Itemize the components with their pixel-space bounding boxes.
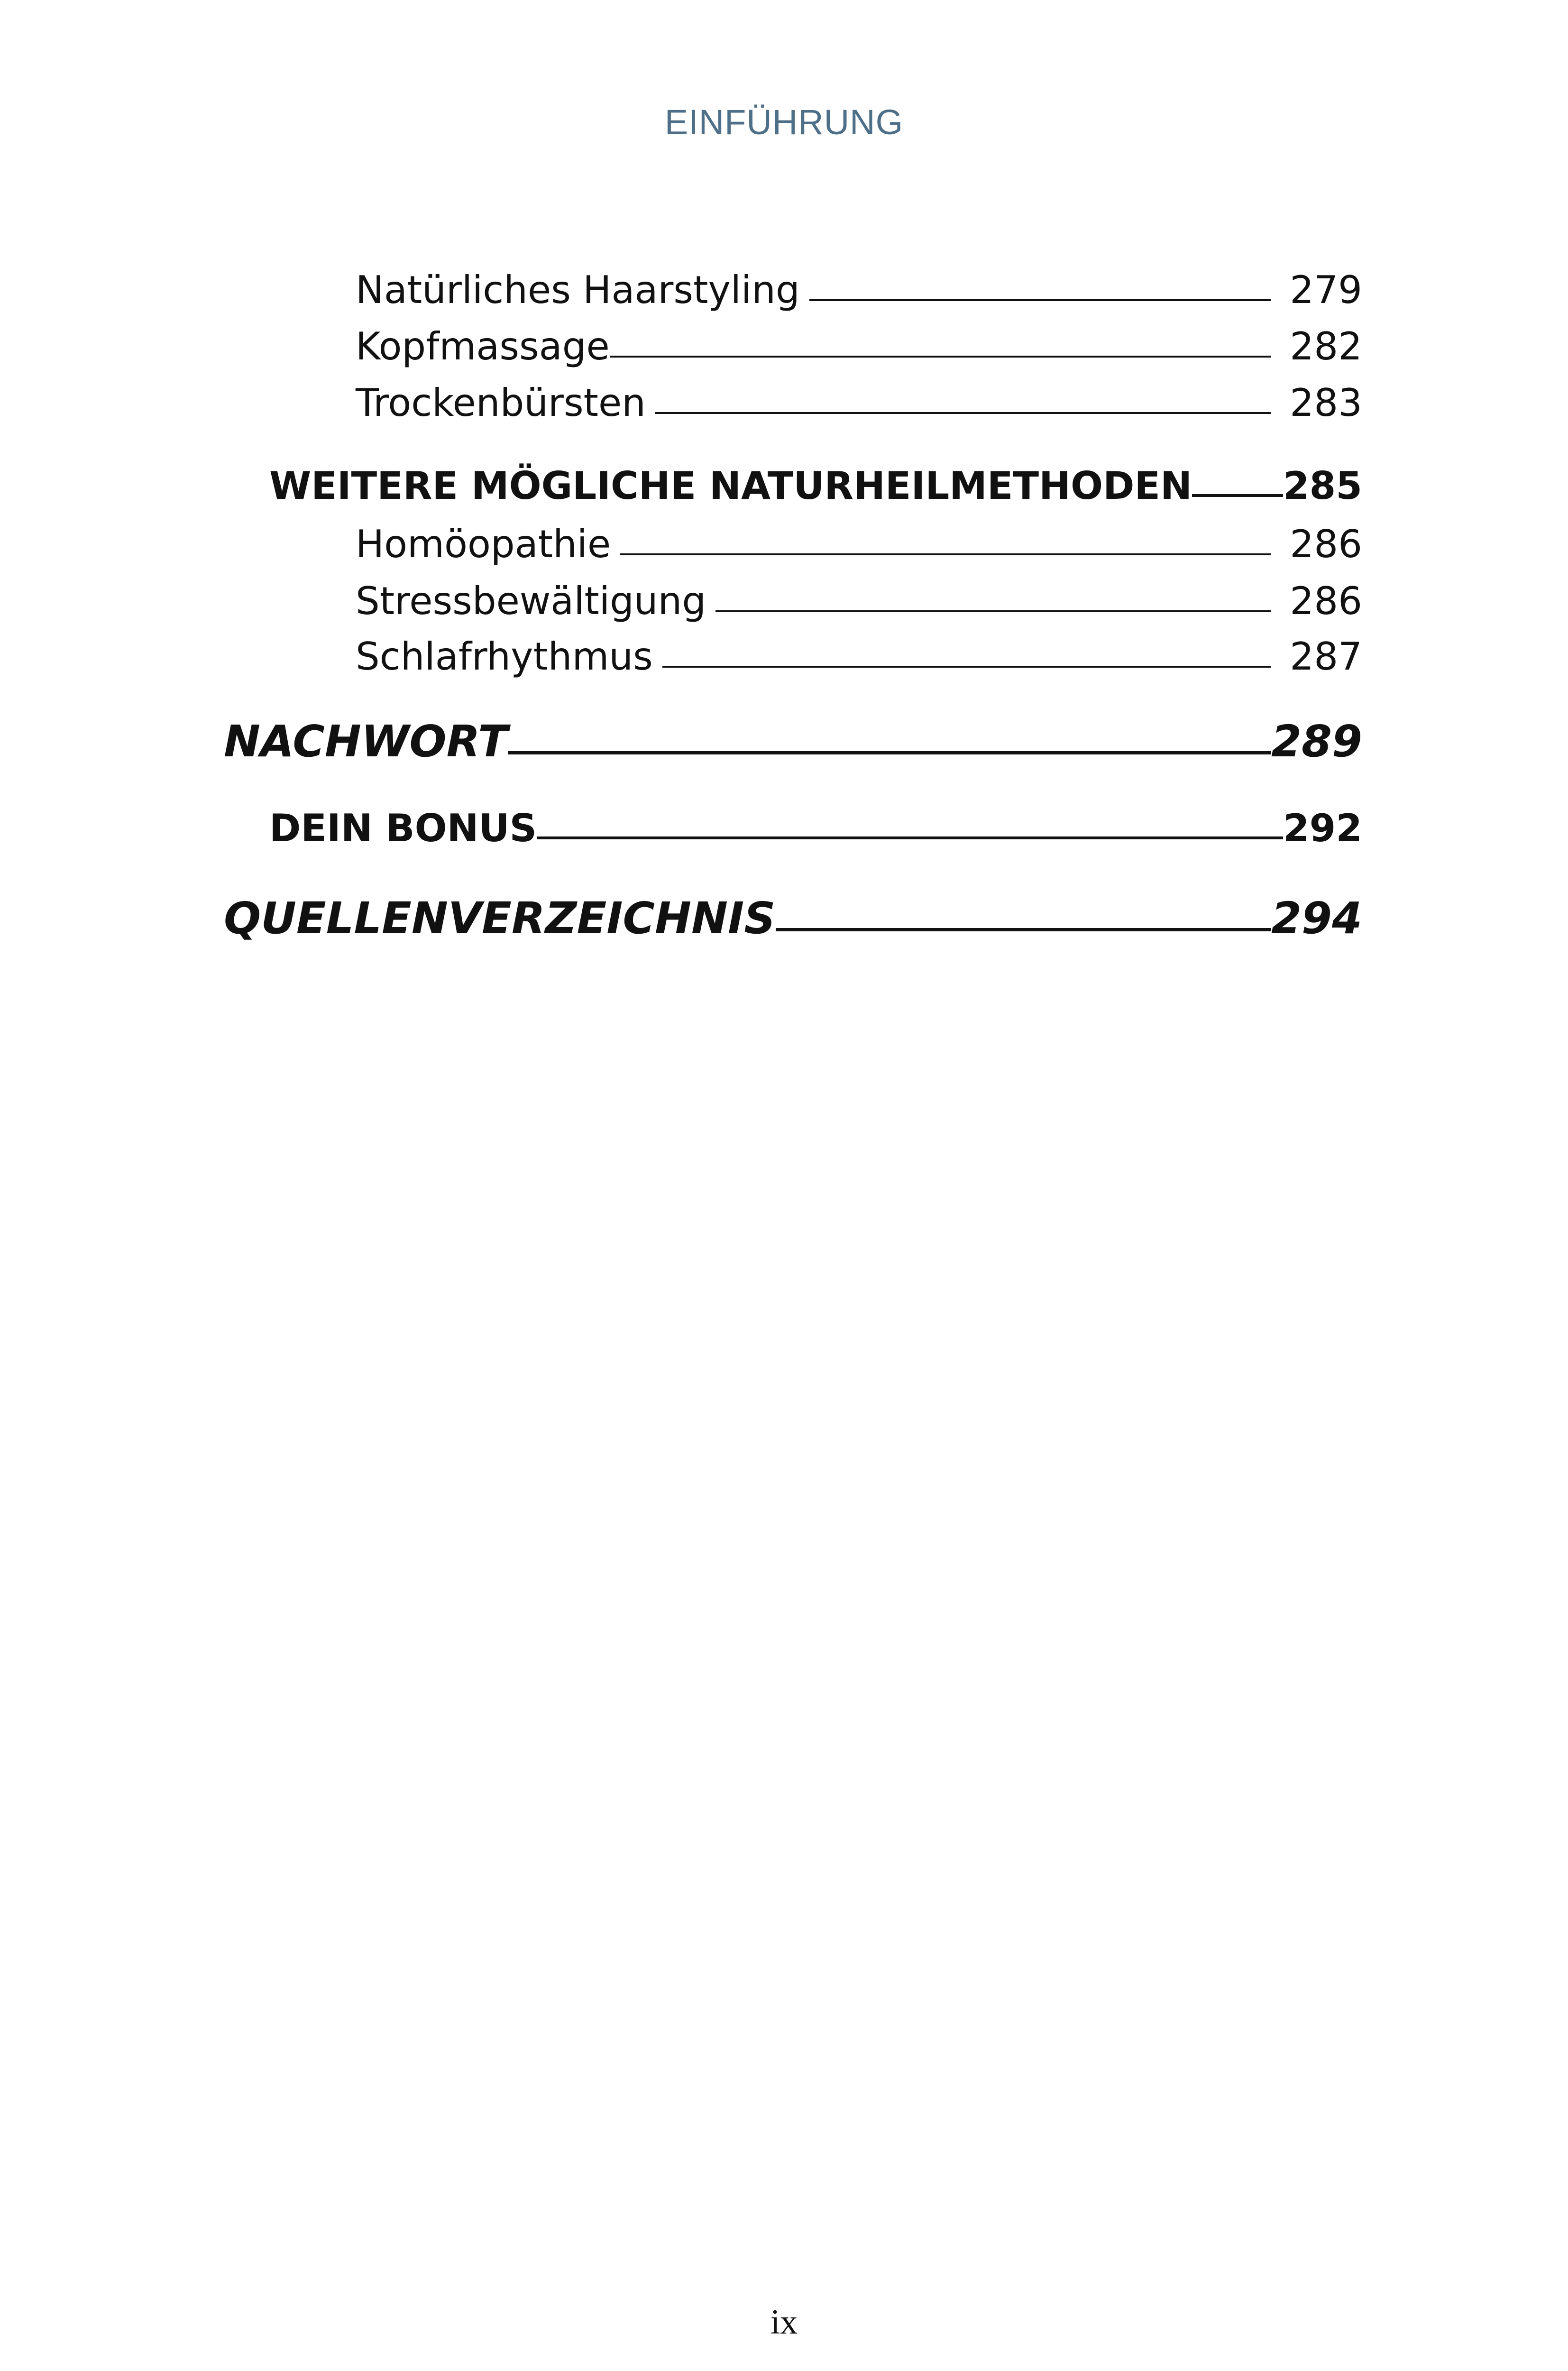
toc-entry-page: 282 bbox=[1290, 324, 1362, 368]
toc-leader-line bbox=[620, 553, 1271, 555]
toc-entry[interactable] bbox=[224, 716, 1362, 767]
toc-entry-title: DEIN BONUS bbox=[269, 806, 537, 850]
toc-entry-page: 286 bbox=[1290, 579, 1362, 623]
toc-entry-page: 287 bbox=[1290, 634, 1362, 679]
toc-entry[interactable] bbox=[356, 579, 1362, 623]
toc-entry-title: Stressbewältigung bbox=[356, 579, 706, 623]
toc-entry-page: 294 bbox=[1271, 893, 1362, 944]
toc-entry-title: Homöopathie bbox=[356, 522, 611, 566]
toc-entry-title: Trockenbürsten bbox=[356, 381, 646, 425]
toc-entry-title: Schlafrhythmus bbox=[356, 634, 653, 679]
toc-leader-line bbox=[610, 356, 1271, 358]
toc-entry-page: 279 bbox=[1290, 268, 1362, 312]
toc-entry-title: Kopfmassage bbox=[356, 324, 610, 368]
toc-entry[interactable] bbox=[269, 464, 1362, 508]
toc-leader-line bbox=[809, 299, 1271, 301]
toc-entry-page: 285 bbox=[1283, 464, 1362, 508]
toc-leader-line bbox=[662, 666, 1271, 668]
toc-leader-line bbox=[776, 928, 1271, 931]
toc-leader-line bbox=[655, 412, 1271, 414]
toc-leader-line bbox=[537, 836, 1283, 839]
page-number: ix bbox=[770, 2303, 798, 2342]
toc-entry-title: WEITERE MÖGLICHE NATURHEILMETHODEN bbox=[269, 464, 1192, 508]
toc-entry[interactable] bbox=[269, 806, 1362, 850]
toc-entry[interactable] bbox=[356, 324, 1362, 368]
toc-entry[interactable] bbox=[356, 268, 1362, 312]
toc-entry-page: 283 bbox=[1290, 381, 1362, 425]
toc-leader-line bbox=[508, 751, 1271, 754]
toc-entry-page: 289 bbox=[1271, 716, 1362, 767]
toc-leader-line bbox=[715, 610, 1271, 612]
toc-entry[interactable] bbox=[356, 381, 1362, 425]
toc-entry[interactable] bbox=[356, 634, 1362, 679]
toc-entry[interactable] bbox=[356, 522, 1362, 566]
toc-entry-title: NACHWORT bbox=[224, 716, 508, 767]
toc-entry-title: QUELLENVERZEICHNIS bbox=[224, 893, 776, 944]
toc-entry-page: 292 bbox=[1283, 806, 1362, 850]
toc-entry-page: 286 bbox=[1290, 522, 1362, 566]
toc-entry[interactable] bbox=[224, 893, 1362, 944]
running-head: EINFÜHRUNG bbox=[664, 102, 904, 142]
toc-leader-line bbox=[1192, 494, 1283, 497]
toc-entry-title: Natürliches Haarstyling bbox=[356, 268, 800, 312]
